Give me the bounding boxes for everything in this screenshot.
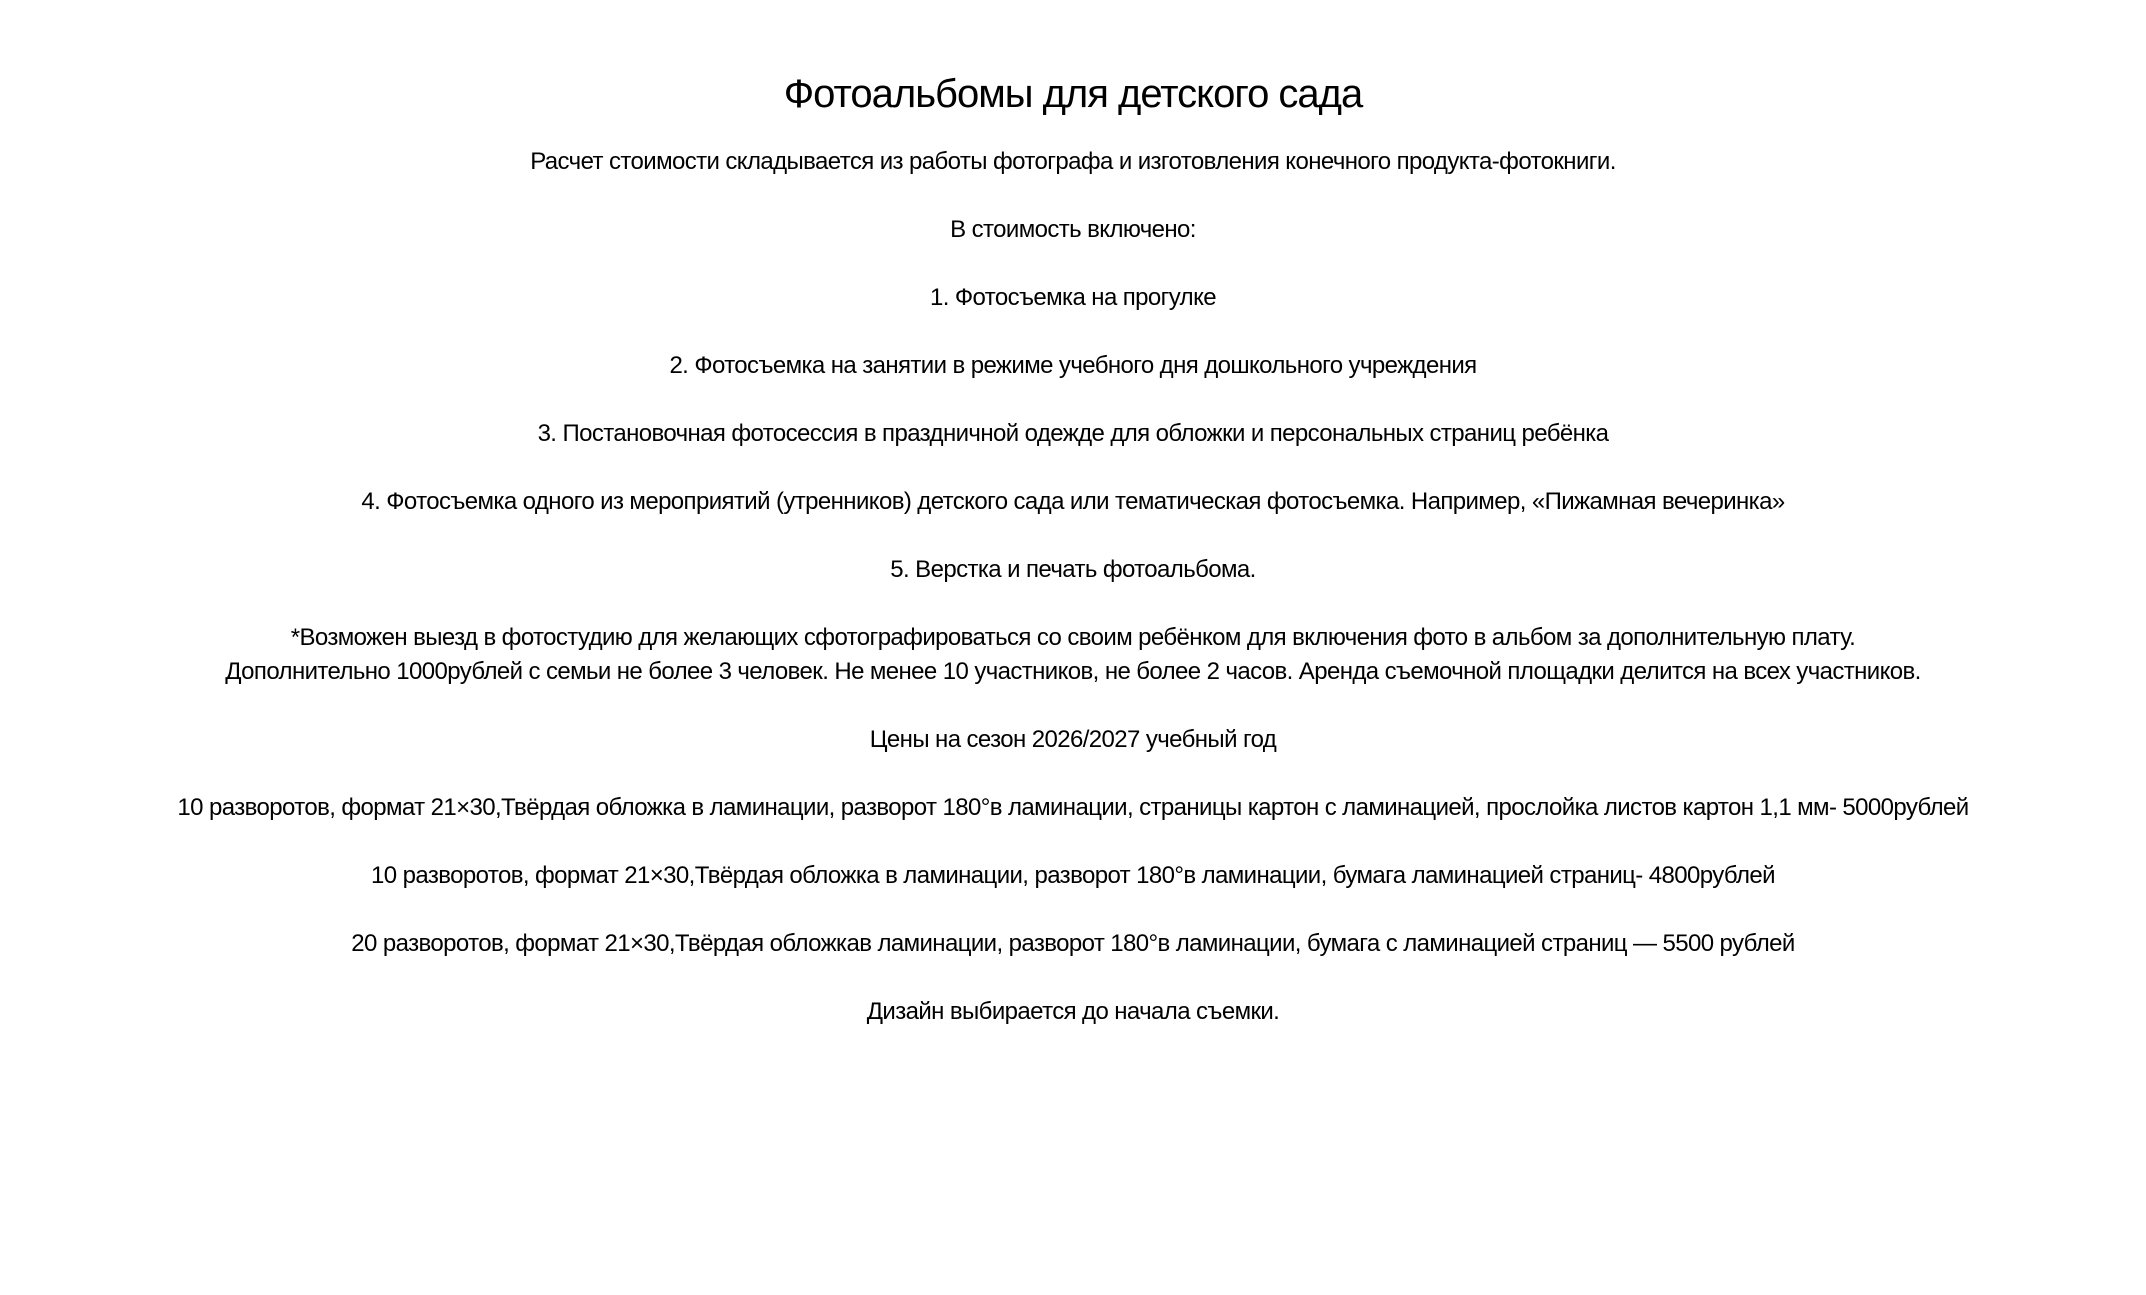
included-item-4: 4. Фотосъемка одного из мероприятий (утренников) детского сада или тематическая фотосъемка. Например, «Пижамная вечеринка» [361, 488, 1785, 515]
price-item-2: 10 разворотов, формат 21×30,Твёрдая обложка в ламинации, разворот 180°в ламинации, бумага ламинацией страниц- 4800рублей [371, 862, 1775, 889]
included-item-1: 1. Фотосъемка на прогулке [929, 284, 1217, 311]
prices-heading: Цены на сезон 2026/2027 учебный год [869, 726, 1277, 753]
studio-note-line-2: Дополнительно 1000рублей с семьи не более 3 человек. Не менее 10 участников, не более 2 часов. Аренда съемочной площадки делится на всех участников. [225, 658, 1921, 685]
included-heading: В стоимость включено: [950, 216, 1196, 243]
intro-paragraph: Расчет стоимости складывается из работы фотографа и изготовления конечного продукта-фотокниги. [530, 148, 1616, 175]
included-item-2: 2. Фотосъемка на занятии в режиме учебного дня дошкольного учреждения [669, 352, 1477, 379]
price-item-3: 20 разворотов, формат 21×30,Твёрдая обложкав ламинации, разворот 180°в ламинации, бумага с ламинацией страниц — 5500 рублей [351, 930, 1795, 957]
page-title: Фотоальбомы для детского сада [783, 71, 1363, 116]
included-item-5: 5. Верстка и печать фотоальбома. [890, 556, 1256, 583]
studio-note-line-1: *Возможен выезд в фотостудию для желающих сфотографироваться со своим ребёнком для включения фото в альбом за дополнительную плату. [290, 624, 1856, 651]
price-item-1: 10 разворотов, формат 21×30,Твёрдая обложка в ламинации, разворот 180°в ламинации, страницы картон с ламинацией, прослойка листов картон 1,1 мм- 5000рублей [177, 794, 1969, 821]
included-item-3: 3. Постановочная фотосессия в праздничной одежде для обложки и персональных страниц ребёнка [537, 420, 1609, 447]
design-note: Дизайн выбирается до начала съемки. [866, 998, 1280, 1025]
main-content [0, 145, 2146, 1029]
